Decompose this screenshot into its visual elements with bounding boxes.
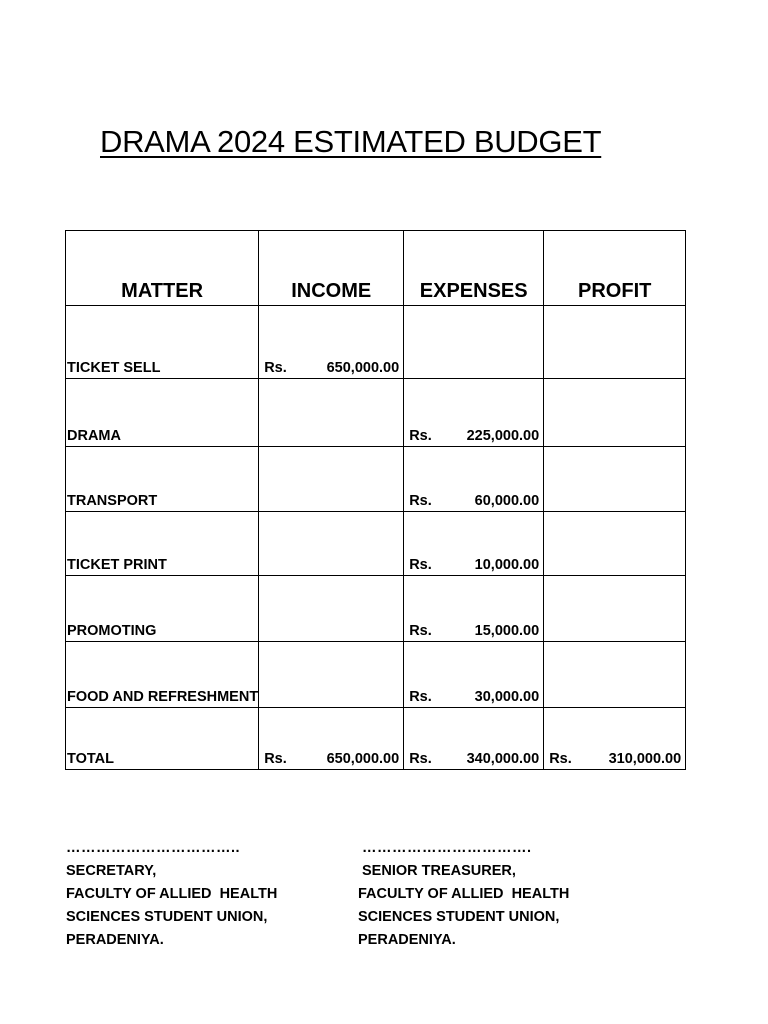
signatory-role: SENIOR TREASURER, <box>362 863 516 879</box>
signatory-org-line: SCIENCES STUDENT UNION, <box>358 909 560 925</box>
header-profit: PROFIT <box>544 231 686 306</box>
profit-cell <box>544 512 686 576</box>
signatory-role: SECRETARY, <box>66 863 157 879</box>
expenses-cell <box>404 447 544 512</box>
document-title: DRAMA 2024 ESTIMATED BUDGET <box>100 124 602 159</box>
income-cell <box>259 447 404 512</box>
income-amount: 650,000.00 <box>326 751 400 767</box>
currency-label: Rs. <box>264 751 287 767</box>
matter-label: FOOD AND REFRESHMENT <box>67 689 259 705</box>
expenses-amount: 340,000.00 <box>466 751 540 767</box>
table-header-row <box>66 231 686 306</box>
table-row <box>66 642 686 708</box>
expenses-cell <box>404 379 544 447</box>
signatory-org-line: FACULTY OF ALLIED HEALTH <box>358 886 570 902</box>
signatory-org-line: SCIENCES STUDENT UNION, <box>66 909 268 925</box>
budget-table <box>65 230 686 770</box>
matter-cell: DRAMA <box>66 379 259 447</box>
signatory-org-line: PERADENIYA. <box>358 932 456 948</box>
expenses-amount: 225,000.00 <box>466 428 540 444</box>
currency-label: Rs. <box>409 428 432 444</box>
treasurer-signature-block <box>358 837 569 952</box>
profit-cell <box>544 642 686 708</box>
expenses-cell <box>404 708 544 770</box>
header-matter: MATTER <box>66 231 259 306</box>
expenses-amount: 30,000.00 <box>474 689 540 705</box>
income-cell <box>259 576 404 642</box>
income-amount: 650,000.00 <box>326 360 400 376</box>
matter-cell: TOTAL <box>66 708 259 770</box>
table-row <box>66 447 686 512</box>
signature-line: ……………………………. <box>362 840 532 856</box>
expenses-cell <box>404 512 544 576</box>
table-row-total <box>66 708 686 770</box>
expenses-amount: 15,000.00 <box>474 623 540 639</box>
table-row <box>66 379 686 447</box>
income-cell <box>259 379 404 447</box>
secretary-signature-block <box>66 837 277 952</box>
header-income: INCOME <box>259 231 404 306</box>
expenses-amount: 60,000.00 <box>474 493 540 509</box>
currency-label: Rs. <box>264 360 287 376</box>
header-expenses: EXPENSES <box>404 231 544 306</box>
expenses-cell <box>404 642 544 708</box>
income-cell <box>259 708 404 770</box>
currency-label: Rs. <box>409 623 432 639</box>
profit-amount: 310,000.00 <box>608 751 682 767</box>
profit-cell <box>544 576 686 642</box>
signatory-org-line: PERADENIYA. <box>66 932 164 948</box>
matter-cell: TRANSPORT <box>66 447 259 512</box>
profit-cell <box>544 447 686 512</box>
matter-cell: PROMOTING <box>66 576 259 642</box>
table-row <box>66 306 686 379</box>
currency-label: Rs. <box>549 751 572 767</box>
matter-cell <box>66 642 259 708</box>
income-cell <box>259 512 404 576</box>
currency-label: Rs. <box>409 557 432 573</box>
table-row <box>66 512 686 576</box>
expenses-cell <box>404 576 544 642</box>
table-row <box>66 576 686 642</box>
expenses-cell <box>404 306 544 379</box>
currency-label: Rs. <box>409 751 432 767</box>
expenses-amount: 10,000.00 <box>474 557 540 573</box>
signature-line: …………………………….. <box>66 840 241 856</box>
currency-label: Rs. <box>409 689 432 705</box>
matter-cell: TICKET SELL <box>66 306 259 379</box>
matter-cell: TICKET PRINT <box>66 512 259 576</box>
profit-cell <box>544 379 686 447</box>
currency-label: Rs. <box>409 493 432 509</box>
profit-cell <box>544 708 686 770</box>
profit-cell <box>544 306 686 379</box>
signatory-org-line: FACULTY OF ALLIED HEALTH <box>66 886 278 902</box>
income-cell <box>259 642 404 708</box>
income-cell <box>259 306 404 379</box>
